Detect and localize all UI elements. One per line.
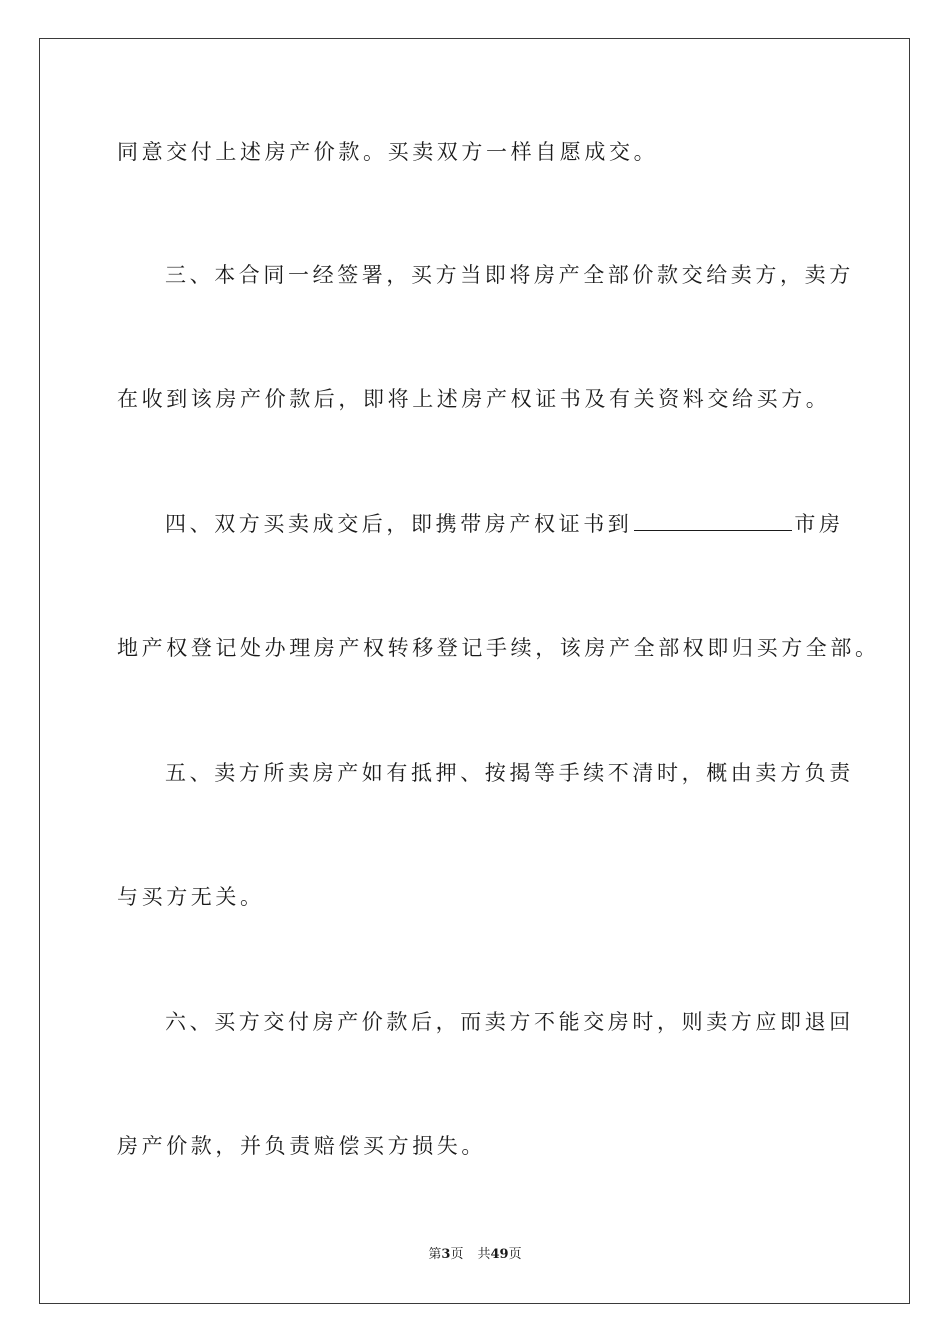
clause-four-line-2: 地产权登记处办理房产权转移登记手续，该房产全部权即归买方全部。 (117, 636, 880, 660)
page-prefix: 第 (428, 1247, 442, 1262)
clause-five-line-1: 五、卖方所卖房产如有抵押、按揭等手续不清时，概由卖方负责 (165, 761, 854, 785)
total-suffix: 页 (508, 1247, 522, 1262)
page-footer (0, 1246, 950, 1264)
page-number: 3 (441, 1247, 451, 1262)
total-pages: 49 (490, 1247, 509, 1262)
clause-four-text-before-blank: 四、双方买卖成交后，即携带房产权证书到 (165, 512, 633, 536)
fill-in-blank-city[interactable] (634, 510, 792, 531)
clause-six-line-2: 房产价款，并负责赔偿买方损失。 (117, 1134, 486, 1158)
clause-four-line-1 (165, 510, 844, 538)
clause-six-line-1: 六、买方交付房产价款后，而卖方不能交房时，则卖方应即退回 (165, 1010, 854, 1034)
page-border (39, 38, 910, 1304)
clause-three-line-2: 在收到该房产价款后，即将上述房产权证书及有关资料交给买方。 (117, 387, 831, 411)
text-line-1: 同意交付上述房产价款。买卖双方一样自愿成交。 (117, 140, 659, 164)
clause-three-line-1: 三、本合同一经签署，买方当即将房产全部价款交给卖方，卖方 (165, 263, 854, 287)
total-prefix: 共 (477, 1247, 491, 1262)
page-suffix: 页 (450, 1247, 464, 1262)
clause-four-text-after-blank: 市房 (794, 512, 844, 536)
clause-five-line-2: 与买方无关。 (117, 885, 265, 909)
